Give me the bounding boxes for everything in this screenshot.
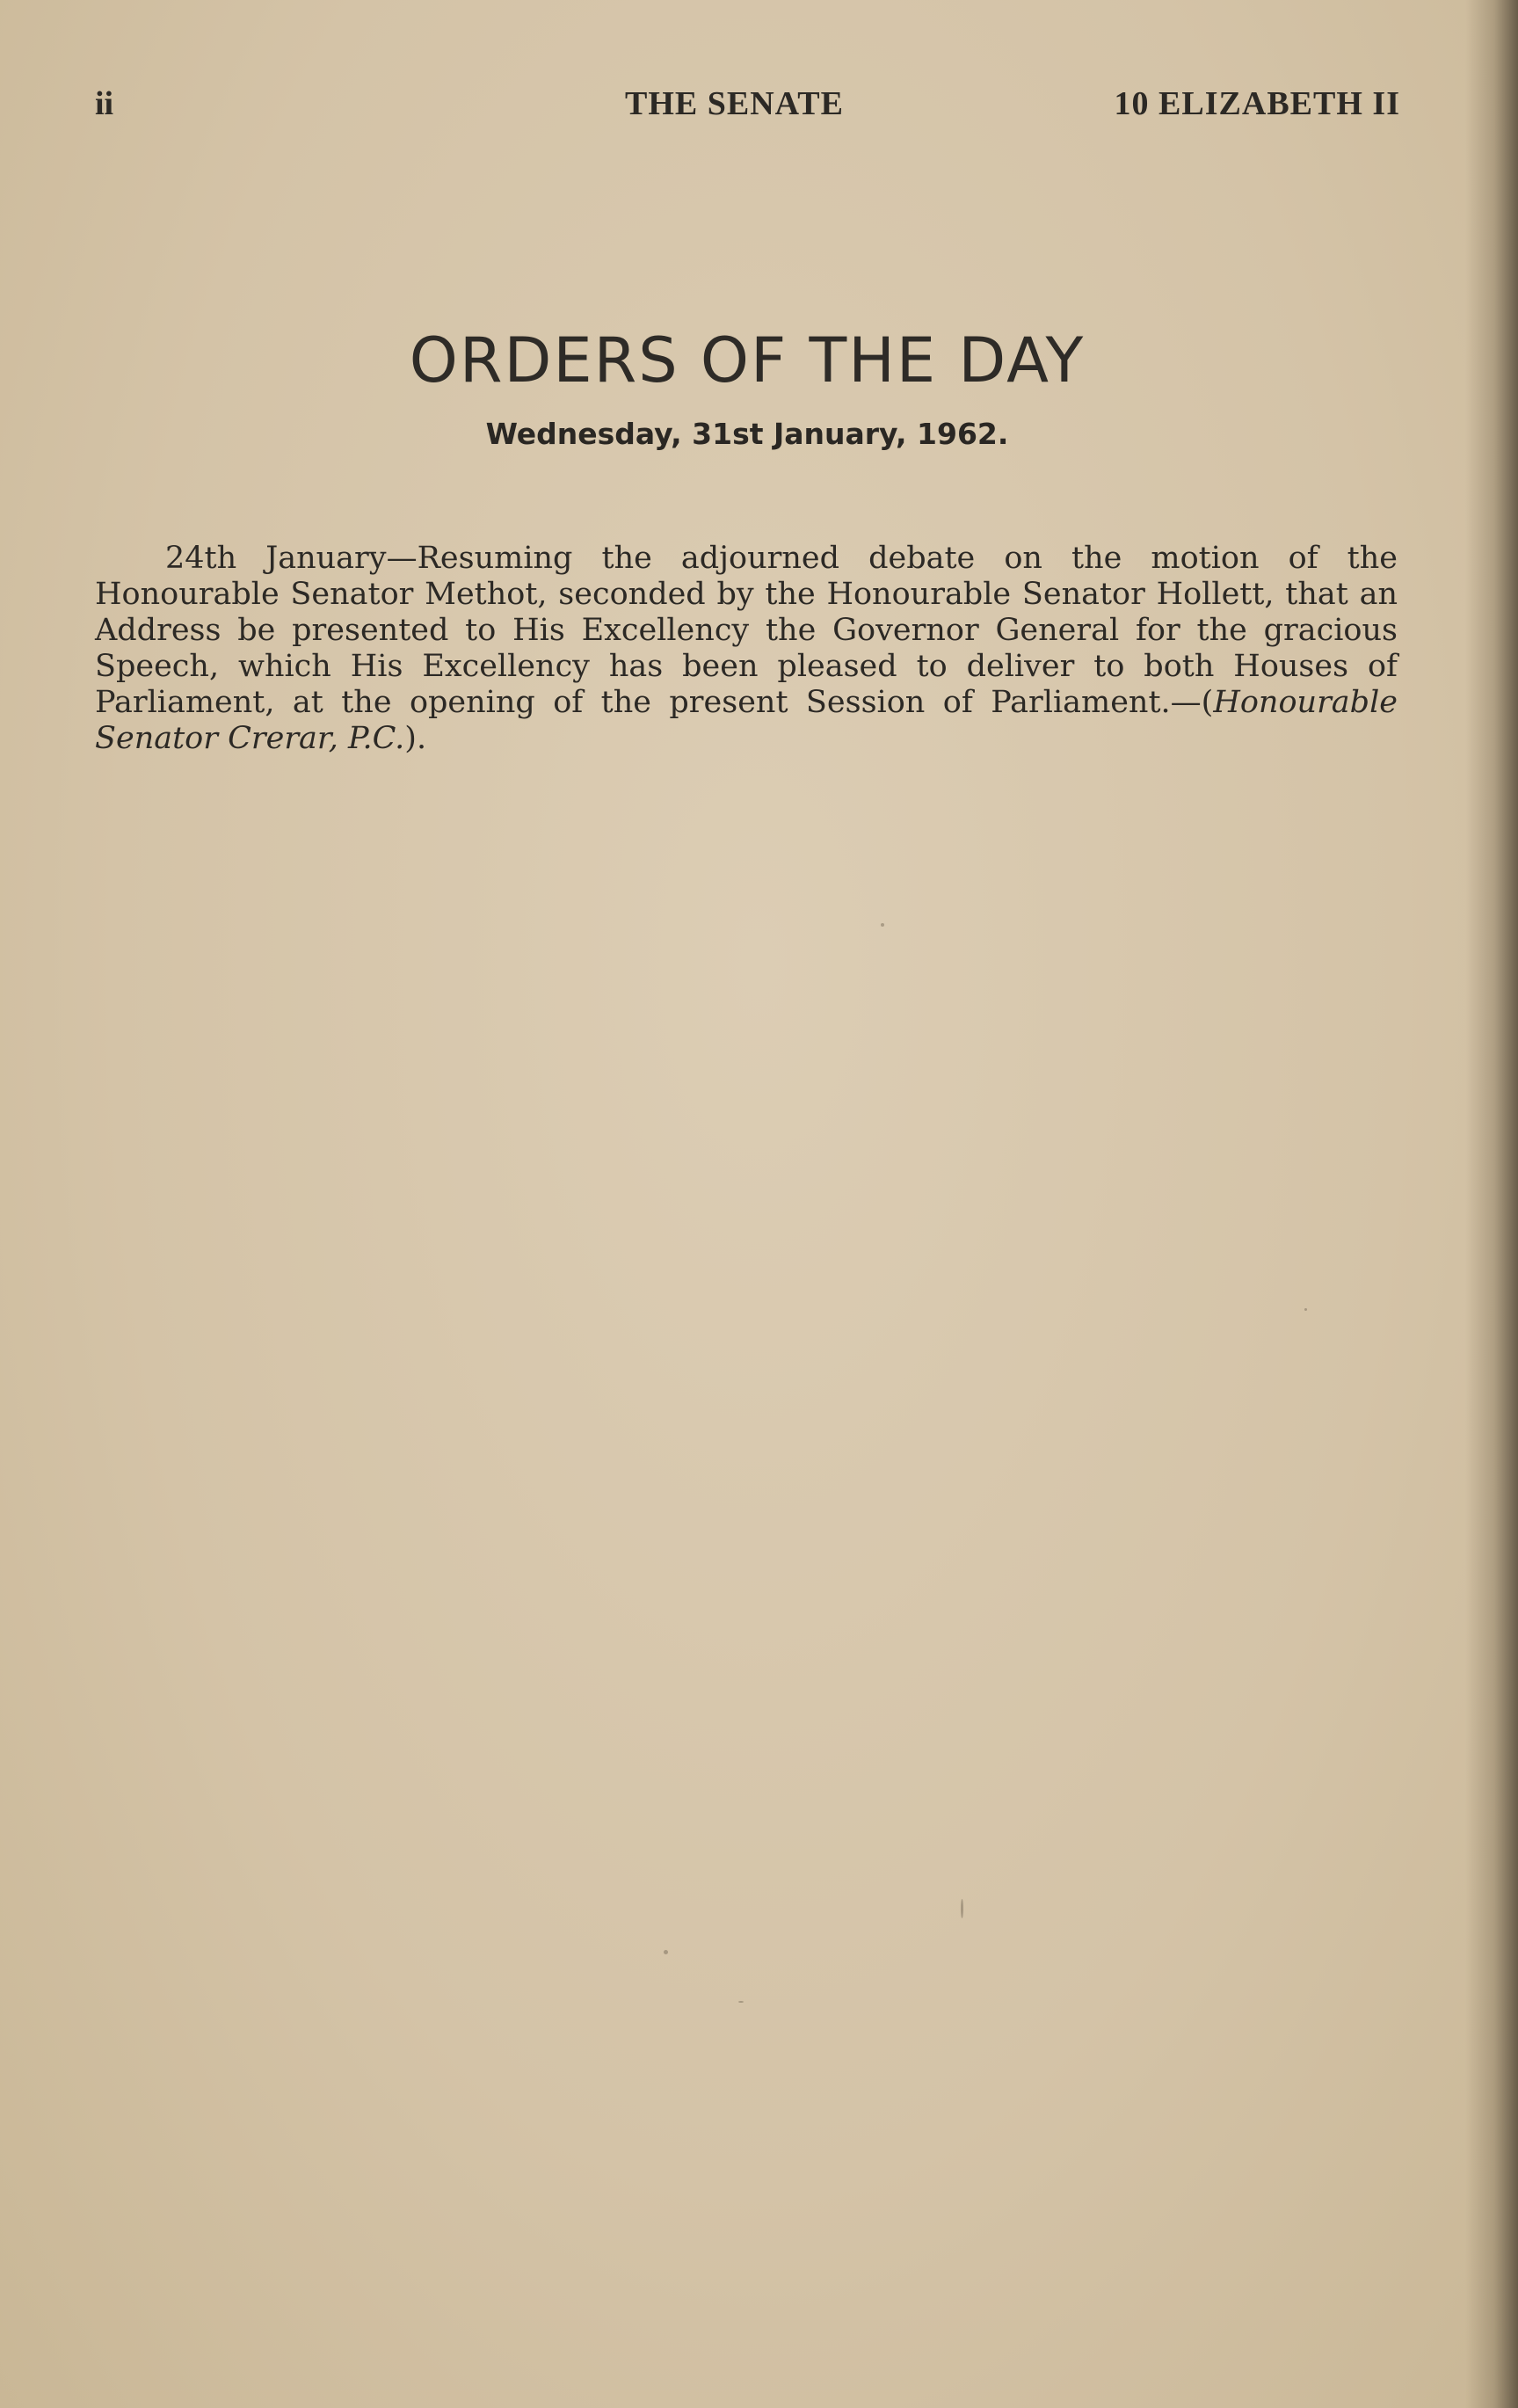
running-head-regnal-year: 10 ELIZABETH II <box>1114 85 1400 122</box>
running-head <box>95 84 1400 128</box>
bleed-through-text <box>1037 457 1047 493</box>
order-date: 24th January <box>165 541 387 576</box>
paper-speck <box>961 1899 963 1918</box>
page-number: ii <box>95 85 114 122</box>
page-title: ORDERS OF THE DAY <box>409 324 1086 396</box>
paper-speck <box>664 1950 668 1954</box>
paper-speck <box>1304 1308 1307 1311</box>
sitting-date: Wednesday, 31st January, 1962. <box>485 417 1009 451</box>
order-closing: ). <box>404 721 427 756</box>
running-head-title: THE SENATE <box>625 85 844 122</box>
paper-speck <box>881 923 884 927</box>
paper-speck <box>738 2001 744 2003</box>
order-item <box>95 541 1398 757</box>
order-mover: Honourable Senator Crerar, P.C. <box>95 685 1398 756</box>
order-text: —Resuming the adjourned debate on the motion of the Honourable Senator Methot, seconded by the Honourable Senator Hollett, that an Address be presented to His Excellency the Governor General for the gracious Speech, which His Excellency has been pleased to deliver to both Houses of Parliament, at the opening of the present Session of Parliament.—( <box>95 541 1398 720</box>
